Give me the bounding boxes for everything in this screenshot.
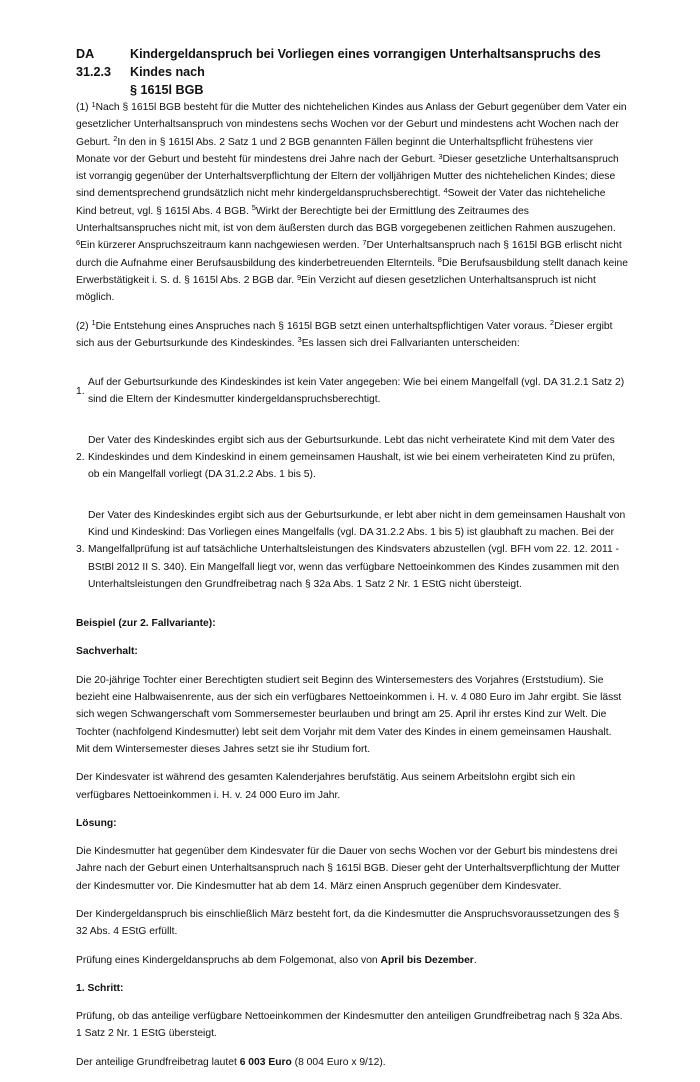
case-number: 2. (76, 452, 85, 464)
facts-paragraph: Der Kindesvater ist während des gesamten Kalenderjahres berufstätig. Aus seinem Arbeitslohn ergibt sich ein verfügbares Nettoeinkommen i. H. v. 24 000 Euro im Jahr. (76, 772, 576, 801)
case-text: Der Vater des Kindeskindes ergibt sich aus der Geburtsurkunde. Lebt das nicht verheiratete Kind mit dem Vater des Kindeskindes und dem Kindeskind in einem gemeinsamen Haushalt, ist wie bei einem verheirateten Kind zu prüfen, ob ein Mangelfall vorliegt (DA 31.2.2 Abs. 1 bis 5). (88, 434, 616, 481)
sentence: Die Entstehung eines Anspruches nach § 1615l BGB setzt einen unterhaltspflichtigen Vater voraus. (95, 320, 550, 332)
paragraph-1 (76, 99, 628, 307)
case-text: Auf der Geburtsurkunde des Kindeskindes ist kein Vater angegeben: Wie bei einem Mangelfall (vgl. DA 31.2.1 Satz 2) sind die Eltern der Kindesmutter kindergeldanspruchsberechtigt. (88, 377, 625, 406)
step-paragraph: Prüfung, ob das anteilige verfügbare Nettoeinkommen der Kindesmutter den anteiligen Grundfreibetrag nach § 32a Abs. 1 Satz 2 Nr. 1 EStG übersteigt. (76, 1011, 623, 1040)
sentence-number: 1 (91, 318, 96, 328)
sentence: Wirkt der Berechtigte bei der Ermittlung des Zeitraumes des Unterhaltsanspruches nicht mit, ist von dem äußersten durch das BGB vorgegebenen zeitlichen Rahmen auszugehen. (76, 205, 616, 235)
case-number: 3. (76, 544, 85, 556)
case-item (76, 432, 628, 484)
step-paragraph (76, 1054, 628, 1071)
sentence: Der Unterhaltsanspruch nach § 1615l BGB erlischt nicht durch die Aufnahme einer Berufsausbildung des kinderbetreuenden Elternteils. (76, 240, 622, 269)
sentence-number: 4 (443, 186, 448, 196)
sentence-number: 2 (113, 134, 118, 144)
sentence-number: 7 (362, 238, 367, 247)
sentence: Dieser gesetzliche Unterhaltsanspruch ist vorrangig gegenüber der Unterhaltsverpflichtung der Eltern der volljährigen Mutter des nichtehelichen Kindes; diese sind dementsprechend grundsätzlich nicht mehr kindergeldanspruchsberechtigt. (76, 153, 619, 200)
sentence-number: 6 (76, 238, 81, 247)
document-body (76, 99, 628, 1082)
facts-heading: Sachverhalt: (76, 646, 138, 658)
text-run: . (473, 954, 477, 966)
text-run: Prüfung eines Kindergeldanspruchs ab dem Folgemonat, also von (76, 954, 381, 966)
sentence: In den in § 1615l Abs. 2 Satz 1 und 2 BGB genannten Fällen beginnt die Unterhaltspflicht frühestens vier Monate vor der Geburt und besteht für mindestens drei Jahre nach der Geburt. (76, 136, 594, 165)
sentence-number: 2 (549, 318, 555, 328)
case-list (76, 374, 628, 593)
section-code-line1: DA (76, 47, 95, 61)
sentence: Dieser ergibt sich aus der Geburtsurkunde des Kindeskindes. (76, 320, 613, 349)
case-item (76, 507, 628, 593)
sentence: Die Berufsausbildung stellt danach keine Erwerbstätigkeit i. S. d. § 1615l Abs. 2 BGB dar. (76, 257, 628, 286)
sentence-number: 3 (297, 335, 302, 345)
sentence: Ein Verzicht auf diesen gesetzlichen Unterhaltsanspruch ist nicht möglich. (76, 274, 596, 304)
sentence-number: 3 (438, 151, 443, 161)
solution-paragraph: Die Kindesmutter hat gegenüber dem Kindesvater für die Dauer von sechs Wochen vor der Geburt bis mindestens drei Jahre nach der Geburt einen Unterhaltsanspruch nach § 1615l BGB. Dieser geht der Unterhaltsverpflichtung der Mutter der Kindesmutter vor. Die Kindesmutter hat ab dem 14. März einen Anspruch gegenüber dem Kindesvater. (76, 846, 620, 892)
section-title-line2: § 1615l BGB (130, 83, 204, 97)
text-run: Der anteilige Grundfreibetrag lautet (76, 1056, 240, 1068)
facts-paragraph: Die 20-jährige Tochter einer Berechtigten studiert seit Beginn des Wintersemesters des Vorjahres (Erststudium). Sie bezieht eine Halbwaisenrente, aus der sich ein verfügbares Nettoeinkommen i. H. v. 4 080 Euro im Jahr ergibt. Sie lässt sich wegen Schwangerschaft vom Sommersemester beurlauben und bringt am 25. April ihr erstes Kind zur Welt. Die Tochter (nachfolgend Kindesmutter) lebt seit dem Vorjahr mit dem Vater des Kindes in einem gemeinsamen Haushalt. Mit dem Wintersemester dieses Jahres setzt sie ihr Studium fort. (76, 674, 622, 755)
solution-paragraph: Der Kindergeldanspruch bis einschließlich März besteht fort, da die Kindesmutter die Anspruchsvoraussetzungen des § 32 Abs. 4 EStG erfüllt. (76, 908, 620, 938)
section-title-line1: Kindergeldanspruch bei Vorliegen eines vorrangigen Unterhaltsanspruchs des Kindes nach (130, 47, 601, 79)
sentence: Ein kürzerer Anspruchszeitraum kann nachgewiesen werden. (80, 240, 363, 252)
text-run: (8 004 Euro x 9/12). (291, 1056, 386, 1068)
section-title (130, 45, 640, 99)
example-heading: Beispiel (zur 2. Fallvariante): (76, 618, 216, 630)
paragraph-2 (76, 318, 628, 353)
para-label: (2) (76, 320, 92, 332)
case-item (76, 374, 628, 409)
solution-paragraph (76, 952, 628, 969)
sentence-number: 8 (437, 255, 442, 265)
text-run-bold: 6 003 Euro (239, 1056, 292, 1068)
case-text: Der Vater des Kindeskindes ergibt sich aus der Geburtsurkunde, er lebt aber nicht in dem gemeinsamen Haushalt von Kind und Kindeskind: Das Vorliegen eines Mangelfalls (vgl. DA 31.2.2 Abs. 1 bis 5) ist glaubhaft zu machen. Bei der Mangelfallprüfung ist auf tatsächliche Unterhaltsleistungen des Kindsvaters abzustellen (vgl. BFH vom 22. 12. 2011 - BStBl 2012 II S. 340). Ein Mangelfall liegt vor, wenn das verfügbare Nettoeinkommen des Kindes zusammen mit den Unterhaltsleistungen den Grundfreibetrag nach § 32a Abs. 1 Satz 2 Nr. 1 EStG nicht übersteigt. (88, 509, 626, 590)
sentence-number: 9 (296, 272, 302, 282)
section-code-line2: 31.2.3 (76, 65, 112, 79)
sentence: Nach § 1615l BGB besteht für die Mutter des nichtehelichen Kindes aus Anlass der Geburt gegenüber dem Vater ein gesetzlicher Unterhaltsanspruch von mindestens sechs Wochen vor der Geburt und mindestens acht Wochen nach der Geburt. (76, 102, 627, 148)
para-label: (1) (76, 102, 92, 113)
sentence: Soweit der Vater das nichteheliche Kind betreut, vgl. § 1615l Abs. 4 BGB. (76, 188, 606, 217)
solution-heading: Lösung: (76, 817, 117, 829)
step-heading: 1. Schritt: (76, 982, 124, 994)
section-code (76, 45, 126, 81)
sentence-number: 5 (251, 203, 256, 213)
text-run-bold: April bis Dezember (380, 954, 474, 966)
sentence-number: 1 (91, 99, 96, 109)
sentence: Es lassen sich drei Fallvarianten unterscheiden: (301, 337, 520, 349)
case-number: 1. (76, 385, 85, 397)
